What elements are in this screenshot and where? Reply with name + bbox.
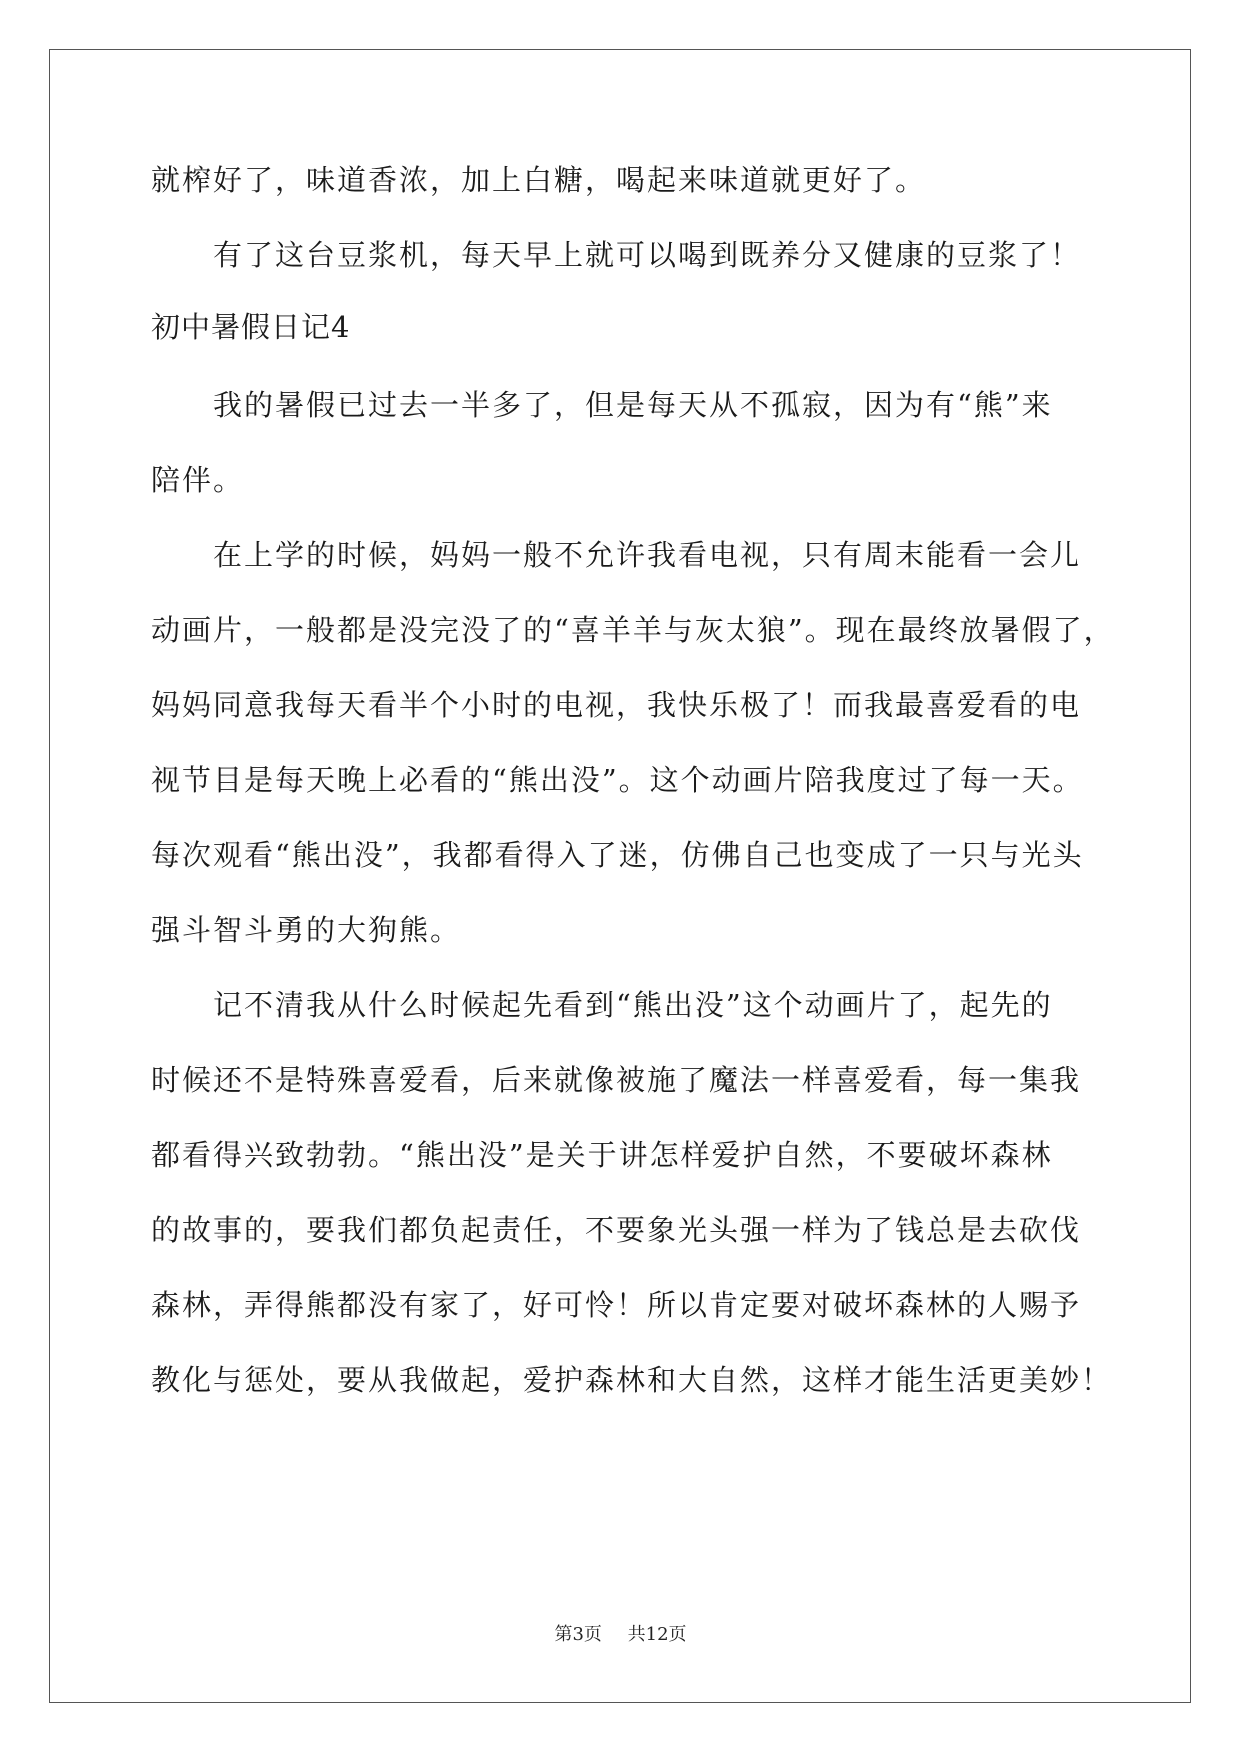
text-line: 妈妈同意我每天看半个小时的电视，我快乐极了！而我最喜爱看的电 — [151, 688, 1082, 722]
page-footer — [0, 1620, 1241, 1646]
text-line: 记不清我从什么时候起先看到“熊出没”这个动画片了，起先的 — [213, 988, 1053, 1022]
text-line: 我的暑假已过去一半多了，但是每天从不孤寂，因为有“熊”来 — [213, 388, 1053, 422]
text-line: 每次观看“熊出没”，我都看得入了迷，仿佛自己也变成了一只与光头 — [151, 838, 1084, 872]
text-line: 都看得兴致勃勃。“熊出没”是关于讲怎样爱护自然，不要破坏森林 — [151, 1138, 1053, 1172]
section-heading: 初中暑假日记4 — [151, 310, 351, 344]
page-number: 第3页 — [554, 1624, 602, 1645]
text-line: 视节目是每天晚上必看的“熊出没”。这个动画片陪我度过了每一天。 — [151, 763, 1084, 797]
text-line: 森林，弄得熊都没有家了，好可怜！所以肯定要对破坏森林的人赐予 — [151, 1288, 1082, 1322]
text-line: 有了这台豆浆机，每天早上就可以喝到既养分又健康的豆浆了！ — [213, 238, 1082, 272]
text-line: 在上学的时候，妈妈一般不允许我看电视，只有周末能看一会儿 — [213, 538, 1082, 572]
page-total: 共12页 — [627, 1624, 687, 1645]
text-line: 强斗智斗勇的大狗熊。 — [151, 913, 462, 947]
text-line: 教化与惩处，要从我做起，爱护森林和大自然，这样才能生活更美妙！ — [151, 1363, 1113, 1397]
page-frame — [49, 49, 1191, 1703]
text-line: 就榨好了，味道香浓，加上白糖，喝起来味道就更好了。 — [151, 163, 927, 197]
text-line: 动画片，一般都是没完没了的“喜羊羊与灰太狼”。现在最终放暑假了， — [151, 613, 1115, 647]
text-line: 时候还不是特殊喜爱看，后来就像被施了魔法一样喜爱看，每一集我 — [151, 1063, 1082, 1097]
text-line: 陪伴。 — [151, 463, 245, 497]
text-line: 的故事的，要我们都负起责任，不要象光头强一样为了钱总是去砍伐 — [151, 1213, 1082, 1247]
